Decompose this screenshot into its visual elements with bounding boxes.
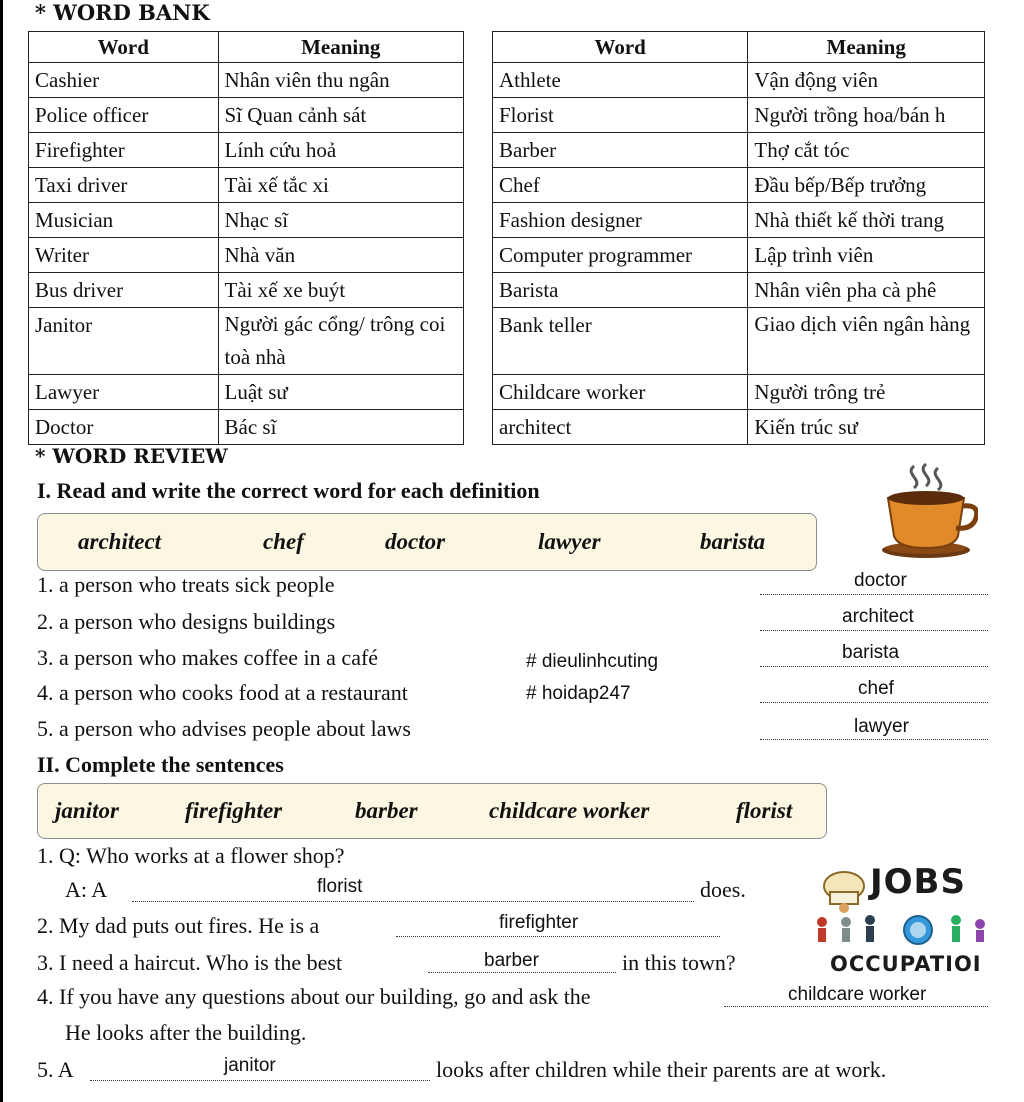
meaning-cell: Lính cứu hoả	[218, 133, 463, 168]
meaning-cell: Thợ cắt tóc	[748, 133, 985, 168]
answer-blank	[396, 936, 720, 937]
table-row	[493, 238, 985, 273]
choice-word: architect	[78, 529, 162, 554]
answer-blank	[760, 594, 988, 595]
definition-item: 1. a person who treats sick people	[37, 572, 335, 597]
answer-text: firefighter	[499, 912, 579, 933]
word-cell: Florist	[493, 98, 748, 133]
answer-blank	[760, 630, 988, 631]
answer-blank	[760, 666, 988, 667]
header-meaning: Meaning	[218, 32, 463, 63]
meaning-cell: Người gác cổng/ trông coi toà nhà	[218, 308, 463, 375]
answer-text: chef	[858, 678, 894, 699]
word-cell: Athlete	[493, 63, 748, 98]
part2-heading: II. Complete the sentences	[37, 752, 284, 777]
meaning-cell: Sĩ Quan cảnh sát	[218, 98, 463, 133]
occupation-title: OCCUPATIOI	[830, 952, 982, 976]
answer-text: janitor	[224, 1055, 276, 1076]
answer-text: doctor	[854, 570, 907, 591]
answer-text: barista	[842, 642, 900, 663]
meaning-cell: Nhà thiết kế thời trang	[748, 203, 985, 238]
definition-item: 3. a person who makes coffee in a café	[37, 645, 379, 670]
answer-blank	[724, 1006, 988, 1007]
table-row	[493, 98, 985, 133]
word-bank-title: * WORD BANK	[35, 0, 210, 25]
word-bank-table-left	[28, 31, 464, 445]
word-cell: Musician	[29, 203, 219, 238]
word-cell: Firefighter	[29, 133, 219, 168]
header-word: Word	[29, 32, 219, 63]
definition-item: 4. a person who cooks food at a restaurant	[37, 680, 408, 705]
table-row	[29, 133, 464, 168]
question-4-line2: He looks after the building.	[65, 1020, 307, 1045]
question-1-suffix: does.	[700, 877, 746, 902]
word-cell: Computer programmer	[493, 238, 748, 273]
meaning-cell: Bác sĩ	[218, 410, 463, 445]
choice-word: barber	[355, 798, 418, 823]
choice-word: lawyer	[538, 529, 601, 554]
chef-hat-icon	[814, 864, 874, 914]
table-row	[493, 203, 985, 238]
meaning-cell: Nhạc sĩ	[218, 203, 463, 238]
meaning-cell: Tài xế tắc xi	[218, 168, 463, 203]
table-row	[493, 410, 985, 445]
choice-word: doctor	[385, 529, 446, 554]
choice-word: florist	[736, 798, 793, 823]
answer-text: lawyer	[854, 716, 909, 737]
answer-text: barber	[484, 950, 539, 971]
question-3-suffix: in this town?	[622, 950, 736, 975]
table-row	[29, 410, 464, 445]
part2-word-box	[37, 783, 827, 839]
question-3: 3. I need a haircut. Who is the best	[37, 950, 343, 975]
meaning-cell: Giao dịch viên ngân hàng	[748, 308, 985, 375]
choice-word: janitor	[55, 798, 119, 823]
answer-text: florist	[317, 876, 363, 897]
table-row	[29, 375, 464, 410]
header-meaning: Meaning	[748, 32, 985, 63]
word-cell: Childcare worker	[493, 375, 748, 410]
choice-word: firefighter	[185, 798, 283, 823]
meaning-cell: Đầu bếp/Bếp trưởng	[748, 168, 985, 203]
question-5: 5. A	[37, 1057, 74, 1082]
word-cell: Chef	[493, 168, 748, 203]
word-cell: Doctor	[29, 410, 219, 445]
question-5-suffix: looks after children while their parents are at work.	[436, 1057, 887, 1082]
answer-blank	[760, 702, 988, 703]
word-cell: Bus driver	[29, 273, 219, 308]
table-row	[29, 63, 464, 98]
table-row	[493, 168, 985, 203]
table-row	[29, 308, 464, 375]
table-header-row	[493, 32, 985, 63]
jobs-title: JOBS	[870, 862, 966, 902]
part1-heading: I. Read and write the correct word for each definition	[37, 478, 540, 503]
word-cell: Taxi driver	[29, 168, 219, 203]
workers-icons	[806, 910, 996, 950]
meaning-cell: Người trông trẻ	[748, 375, 985, 410]
hashtag-label: # dieulinhcuting	[526, 651, 659, 672]
answer-blank	[132, 901, 694, 902]
table-row	[493, 63, 985, 98]
meaning-cell: Nhà văn	[218, 238, 463, 273]
word-cell: architect	[493, 410, 748, 445]
question-2: 2. My dad puts out fires. He is a	[37, 913, 320, 938]
word-cell: Barber	[493, 133, 748, 168]
word-cell: Lawyer	[29, 375, 219, 410]
word-cell: Janitor	[29, 308, 219, 375]
question-1: 1. Q: Who works at a flower shop?	[37, 843, 345, 868]
word-cell: Writer	[29, 238, 219, 273]
definition-item: 2. a person who designs buildings	[37, 609, 336, 634]
meaning-cell: Vận động viên	[748, 63, 985, 98]
jobs-occupation-graphic	[806, 860, 1024, 975]
header-word: Word	[493, 32, 748, 63]
answer-text: architect	[842, 606, 914, 627]
table-row	[493, 308, 985, 375]
question-1-answer-prefix: A: A	[65, 877, 108, 902]
definition-item: 5. a person who advises people about laws	[37, 716, 411, 741]
answer-blank	[90, 1080, 430, 1081]
word-cell: Bank teller	[493, 308, 748, 375]
meaning-cell: Nhân viên thu ngân	[218, 63, 463, 98]
word-cell: Cashier	[29, 63, 219, 98]
meaning-cell: Lập trình viên	[748, 238, 985, 273]
table-row	[29, 168, 464, 203]
choice-word: childcare worker	[489, 798, 650, 823]
table-row	[493, 133, 985, 168]
word-cell: Fashion designer	[493, 203, 748, 238]
table-row	[29, 273, 464, 308]
word-cell: Barista	[493, 273, 748, 308]
answer-text: childcare worker	[788, 984, 927, 1005]
table-row	[493, 375, 985, 410]
table-row	[29, 238, 464, 273]
hashtag-label: # hoidap247	[526, 683, 631, 704]
word-cell: Police officer	[29, 98, 219, 133]
choice-word: chef	[263, 529, 304, 554]
meaning-cell: Kiến trúc sư	[748, 410, 985, 445]
question-4: 4. If you have any questions about our building, go and ask the	[37, 984, 591, 1009]
table-row	[29, 98, 464, 133]
meaning-cell: Người trồng hoa/bán h	[748, 98, 985, 133]
answer-blank	[760, 739, 988, 740]
table-header-row	[29, 32, 464, 63]
meaning-cell: Luật sư	[218, 375, 463, 410]
left-border	[0, 0, 3, 1102]
word-review-title: * WORD REVIEW	[35, 444, 228, 468]
coffee-cup-icon	[868, 458, 978, 568]
table-row	[493, 273, 985, 308]
choice-word: barista	[700, 529, 766, 554]
table-row	[29, 203, 464, 238]
word-bank-table-right	[492, 31, 985, 445]
part1-word-box	[37, 513, 817, 571]
meaning-cell: Nhân viên pha cà phê	[748, 273, 985, 308]
answer-blank	[428, 972, 616, 973]
meaning-cell: Tài xế xe buýt	[218, 273, 463, 308]
